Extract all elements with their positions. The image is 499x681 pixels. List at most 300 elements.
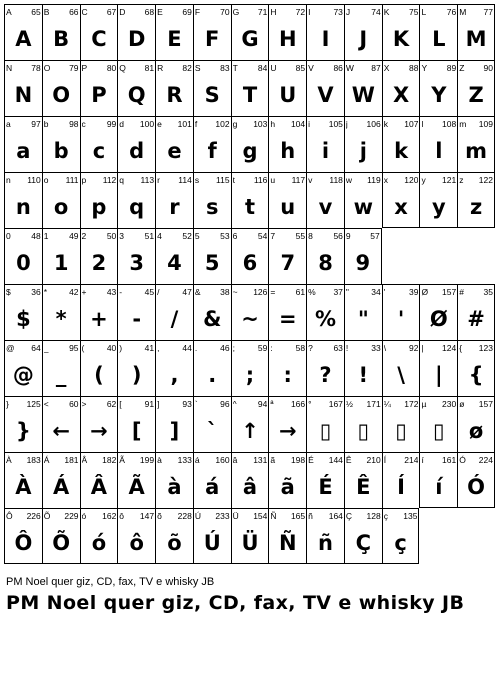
glyph-label: | bbox=[421, 343, 424, 353]
glyph-code: 182 bbox=[102, 455, 117, 465]
glyph-cell bbox=[193, 340, 231, 396]
glyph-code: 104 bbox=[290, 119, 306, 129]
glyph-cell bbox=[193, 116, 231, 172]
glyph-cell bbox=[155, 116, 193, 172]
glyph-sample: E bbox=[167, 27, 182, 51]
glyph-code: 230 bbox=[442, 399, 457, 409]
glyph-code: 120 bbox=[404, 175, 419, 185]
glyph-label: T bbox=[232, 63, 238, 73]
glyph-code: 39 bbox=[408, 287, 419, 297]
glyph-label: r bbox=[157, 175, 160, 185]
glyph-cell bbox=[42, 4, 80, 60]
glyph-sample: h bbox=[280, 139, 296, 163]
glyph-cell bbox=[42, 340, 80, 396]
glyph-label: 8 bbox=[308, 231, 313, 241]
glyph-caption bbox=[270, 511, 305, 522]
glyph-grid bbox=[4, 4, 495, 568]
glyph-cell bbox=[344, 396, 382, 452]
glyph-cell bbox=[231, 60, 269, 116]
glyph-caption bbox=[384, 175, 419, 186]
glyph-caption bbox=[119, 511, 154, 522]
glyph-caption bbox=[384, 119, 419, 130]
glyph-caption bbox=[82, 7, 117, 18]
glyph-sample: L bbox=[432, 27, 446, 51]
glyph-cell bbox=[306, 116, 344, 172]
glyph-label: 4 bbox=[157, 231, 162, 241]
glyph-label: Y bbox=[421, 63, 428, 73]
glyph-caption bbox=[119, 287, 154, 298]
glyph-sample: 4 bbox=[167, 251, 182, 275]
glyph-code: 57 bbox=[370, 231, 380, 241]
glyph-code: 45 bbox=[144, 287, 155, 297]
glyph-cell bbox=[193, 452, 231, 508]
glyph-code: 125 bbox=[26, 399, 41, 409]
glyph-cell bbox=[80, 452, 118, 508]
glyph-sample: Ü bbox=[241, 531, 259, 555]
glyph-code: 112 bbox=[102, 175, 117, 185]
glyph-cell bbox=[306, 340, 344, 396]
glyph-cell bbox=[268, 116, 306, 172]
glyph-code: 126 bbox=[253, 287, 268, 297]
glyph-label: í bbox=[421, 455, 424, 465]
glyph-sample: H bbox=[278, 27, 297, 51]
glyph-sample: Ç bbox=[355, 531, 372, 555]
glyph-cell bbox=[306, 228, 344, 284]
glyph-sample: N bbox=[14, 83, 33, 107]
glyph-code: 86 bbox=[333, 63, 343, 73]
glyph-cell bbox=[193, 172, 231, 228]
glyph-code: 93 bbox=[182, 399, 192, 409]
glyph-label: A bbox=[6, 7, 12, 17]
glyph-caption bbox=[384, 343, 419, 354]
glyph-label: ( bbox=[81, 343, 85, 353]
glyph-code: 135 bbox=[403, 511, 418, 521]
glyph-code: 77 bbox=[483, 7, 493, 17]
glyph-cell bbox=[155, 228, 193, 284]
glyph-sample: Í bbox=[397, 475, 405, 499]
glyph-sample: r bbox=[169, 195, 180, 219]
glyph-code: 92 bbox=[408, 343, 419, 353]
glyph-cell bbox=[155, 396, 193, 452]
glyph-cell bbox=[117, 60, 155, 116]
glyph-cell bbox=[193, 284, 231, 340]
glyph-label: 9 bbox=[345, 231, 351, 241]
glyph-cell bbox=[117, 228, 155, 284]
glyph-sample: z bbox=[469, 195, 483, 219]
glyph-cell bbox=[268, 452, 306, 508]
glyph-cell bbox=[306, 284, 344, 340]
glyph-label: õ bbox=[157, 511, 162, 521]
glyph-label: F bbox=[194, 7, 201, 17]
glyph-code: 65 bbox=[31, 7, 41, 17]
glyph-label: O bbox=[43, 63, 51, 73]
glyph-code: 67 bbox=[106, 7, 117, 17]
glyph-code: 37 bbox=[333, 287, 343, 297]
glyph-row bbox=[4, 172, 495, 228]
glyph-caption bbox=[119, 63, 154, 74]
glyph-caption bbox=[308, 175, 343, 186]
glyph-code: 157 bbox=[478, 399, 493, 409]
glyph-caption bbox=[6, 511, 41, 522]
glyph-cell bbox=[80, 4, 118, 60]
glyph-sample: B bbox=[53, 27, 70, 51]
glyph-cell bbox=[231, 452, 269, 508]
glyph-cell bbox=[419, 452, 457, 508]
glyph-cell bbox=[117, 4, 155, 60]
glyph-label: L bbox=[421, 7, 427, 17]
glyph-caption bbox=[6, 231, 41, 242]
glyph-label: Ç bbox=[345, 511, 353, 521]
glyph-code: 79 bbox=[69, 63, 79, 73]
glyph-code: 131 bbox=[253, 455, 268, 465]
glyph-sample: Ô bbox=[14, 531, 33, 555]
glyph-sample: À bbox=[15, 475, 32, 499]
glyph-code: 97 bbox=[31, 119, 41, 129]
glyph-caption bbox=[384, 399, 419, 410]
glyph-cell bbox=[4, 228, 42, 284]
glyph-code: 110 bbox=[27, 175, 41, 185]
glyph-cell bbox=[4, 172, 42, 228]
glyph-caption bbox=[82, 119, 117, 130]
glyph-sample: c bbox=[92, 139, 106, 163]
glyph-label: ] bbox=[157, 399, 160, 409]
glyph-code: 95 bbox=[69, 343, 79, 353]
glyph-caption bbox=[44, 63, 79, 74]
glyph-code: 68 bbox=[144, 7, 155, 17]
glyph-sample: w bbox=[353, 195, 373, 219]
glyph-code: 123 bbox=[478, 343, 493, 353]
glyph-sample: í bbox=[435, 475, 443, 499]
glyph-cell bbox=[117, 284, 155, 340]
glyph-label: É bbox=[308, 455, 314, 465]
glyph-code: 53 bbox=[220, 231, 230, 241]
glyph-cell bbox=[344, 60, 382, 116]
glyph-code: 147 bbox=[139, 511, 155, 521]
glyph-cell bbox=[306, 60, 344, 116]
glyph-caption bbox=[82, 287, 117, 298]
glyph-code: 101 bbox=[177, 119, 192, 129]
glyph-label: ; bbox=[232, 343, 235, 353]
glyph-caption bbox=[6, 455, 41, 466]
glyph-label: v bbox=[308, 175, 313, 185]
glyph-cell bbox=[457, 172, 495, 228]
glyph-label: h bbox=[270, 119, 276, 129]
glyph-cell bbox=[4, 60, 42, 116]
glyph-caption bbox=[233, 7, 268, 18]
glyph-caption bbox=[270, 119, 305, 130]
glyph-sample: m bbox=[465, 139, 488, 163]
glyph-cell bbox=[231, 396, 269, 452]
glyph-label: , bbox=[157, 343, 160, 353]
glyph-sample: Ã bbox=[128, 475, 145, 499]
glyph-label: E bbox=[157, 7, 163, 17]
glyph-label: } bbox=[6, 399, 9, 409]
glyph-row bbox=[4, 340, 495, 396]
glyph-caption bbox=[157, 287, 192, 298]
glyph-cell bbox=[155, 508, 193, 564]
glyph-caption bbox=[195, 511, 230, 522]
glyph-sample: : bbox=[283, 363, 292, 387]
glyph-caption bbox=[233, 287, 268, 298]
glyph-label: H bbox=[270, 7, 277, 17]
glyph-sample: = bbox=[278, 307, 297, 331]
glyph-sample: + bbox=[90, 307, 108, 331]
glyph-label: à bbox=[157, 455, 162, 465]
glyph-caption bbox=[119, 7, 154, 18]
glyph-cell bbox=[42, 172, 80, 228]
glyph-code: 58 bbox=[295, 343, 306, 353]
glyph-cell bbox=[344, 228, 382, 284]
glyph-sample: ' bbox=[397, 307, 405, 331]
glyph-caption bbox=[119, 455, 154, 466]
glyph-sample: ↑ bbox=[241, 419, 259, 443]
glyph-code: 34 bbox=[371, 287, 381, 297]
glyph-cell bbox=[268, 396, 306, 452]
glyph-cell bbox=[306, 508, 344, 564]
glyph-cell bbox=[193, 4, 231, 60]
glyph-sample: @ bbox=[12, 363, 34, 387]
glyph-caption bbox=[233, 119, 268, 130]
glyph-label: @ bbox=[6, 343, 15, 353]
glyph-label: µ bbox=[421, 399, 427, 409]
glyph-cell bbox=[419, 4, 457, 60]
glyph-caption bbox=[44, 343, 79, 354]
glyph-code: 210 bbox=[366, 455, 381, 465]
glyph-caption bbox=[346, 175, 381, 186]
glyph-caption bbox=[44, 119, 79, 130]
glyph-sample: U bbox=[279, 83, 297, 107]
glyph-sample: F bbox=[205, 27, 220, 51]
glyph-label: s bbox=[194, 175, 200, 185]
glyph-cell bbox=[4, 340, 42, 396]
glyph-sample: ! bbox=[358, 363, 369, 387]
glyph-cell bbox=[42, 116, 80, 172]
glyph-caption bbox=[421, 7, 456, 18]
glyph-sample: k bbox=[394, 139, 409, 163]
glyph-label: ç bbox=[383, 511, 388, 521]
glyph-code: 114 bbox=[178, 175, 192, 185]
glyph-label: C bbox=[81, 7, 88, 17]
glyph-label: _ bbox=[43, 343, 49, 353]
glyph-label: D bbox=[119, 7, 126, 17]
glyph-code: 183 bbox=[26, 455, 41, 465]
glyph-code: 113 bbox=[140, 175, 155, 185]
glyph-caption bbox=[270, 175, 305, 186]
glyph-cell bbox=[457, 284, 495, 340]
glyph-sample: & bbox=[203, 307, 222, 331]
glyph-caption bbox=[119, 119, 154, 130]
glyph-sample: R bbox=[166, 83, 183, 107]
glyph-code: 56 bbox=[333, 231, 343, 241]
glyph-code: 128 bbox=[366, 511, 381, 521]
glyph-sample: 5 bbox=[204, 251, 220, 275]
glyph-cell bbox=[344, 172, 382, 228]
glyph-label: y bbox=[421, 175, 426, 185]
glyph-row bbox=[4, 284, 495, 340]
glyph-label: À bbox=[6, 455, 12, 465]
glyph-caption bbox=[459, 119, 493, 130]
glyph-sample: d bbox=[129, 139, 145, 163]
glyph-caption bbox=[421, 343, 456, 354]
glyph-code: 172 bbox=[404, 399, 419, 409]
glyph-code: 226 bbox=[26, 511, 41, 521]
glyph-code: 118 bbox=[329, 175, 343, 185]
glyph-cell bbox=[4, 508, 42, 564]
glyph-code: 49 bbox=[69, 231, 79, 241]
glyph-cell bbox=[344, 508, 382, 564]
glyph-label: $ bbox=[6, 287, 11, 297]
glyph-row bbox=[4, 116, 495, 172]
glyph-code: 54 bbox=[257, 231, 268, 241]
glyph-label: N bbox=[6, 63, 13, 73]
glyph-caption bbox=[346, 455, 381, 466]
glyph-caption bbox=[195, 287, 230, 298]
glyph-label: ~ bbox=[232, 287, 238, 297]
glyph-caption bbox=[421, 455, 456, 466]
glyph-sample: D bbox=[127, 27, 146, 51]
glyph-label: / bbox=[157, 287, 160, 297]
glyph-row bbox=[4, 60, 495, 116]
glyph-row bbox=[4, 228, 495, 284]
glyph-caption bbox=[82, 343, 117, 354]
glyph-cell bbox=[231, 508, 269, 564]
glyph-cell bbox=[382, 116, 420, 172]
glyph-row bbox=[4, 508, 495, 564]
glyph-caption bbox=[82, 63, 117, 74]
glyph-caption bbox=[157, 63, 192, 74]
glyph-cell bbox=[4, 452, 42, 508]
glyph-label: = bbox=[270, 287, 276, 297]
glyph-caption bbox=[421, 63, 456, 74]
glyph-sample: 2 bbox=[91, 251, 107, 275]
glyph-label: ) bbox=[119, 343, 123, 353]
glyph-label: J bbox=[345, 7, 351, 17]
glyph-code: 62 bbox=[106, 399, 117, 409]
glyph-caption bbox=[82, 231, 117, 242]
glyph-code: 47 bbox=[182, 287, 192, 297]
glyph-label: [ bbox=[119, 399, 122, 409]
glyph-code: 33 bbox=[371, 343, 381, 353]
glyph-label: u bbox=[270, 175, 276, 185]
glyph-code: 94 bbox=[257, 399, 268, 409]
glyph-caption bbox=[44, 175, 79, 186]
glyph-code: 224 bbox=[478, 455, 493, 465]
glyph-cell bbox=[231, 172, 269, 228]
glyph-code: 100 bbox=[139, 119, 155, 129]
glyph-cell bbox=[4, 4, 42, 60]
glyph-cell bbox=[306, 4, 344, 60]
glyph-caption bbox=[119, 231, 154, 242]
glyph-label: ó bbox=[81, 511, 87, 521]
glyph-cell bbox=[344, 452, 382, 508]
glyph-sample: l bbox=[435, 139, 443, 163]
glyph-sample: 7 bbox=[280, 251, 296, 275]
glyph-sample: 0 bbox=[16, 251, 31, 275]
glyph-label: K bbox=[383, 7, 390, 17]
glyph-sample: ô bbox=[129, 531, 144, 555]
glyph-caption bbox=[195, 175, 230, 186]
glyph-label: ? bbox=[308, 343, 313, 353]
glyph-label: W bbox=[345, 63, 354, 73]
glyph-cell bbox=[117, 116, 155, 172]
glyph-code: 85 bbox=[295, 63, 306, 73]
glyph-code: 108 bbox=[442, 119, 457, 129]
glyph-cell bbox=[457, 340, 495, 396]
glyph-code: 90 bbox=[483, 63, 493, 73]
glyph-sample: f bbox=[207, 139, 217, 163]
glyph-cell bbox=[80, 508, 118, 564]
glyph-sample: n bbox=[15, 195, 31, 219]
glyph-code: 63 bbox=[333, 343, 343, 353]
glyph-cell bbox=[231, 340, 269, 396]
glyph-caption bbox=[6, 287, 41, 298]
glyph-caption bbox=[82, 399, 117, 410]
glyph-sample: \ bbox=[397, 363, 405, 387]
glyph-sample: á bbox=[205, 475, 220, 499]
glyph-caption bbox=[346, 287, 381, 298]
glyph-sample: O bbox=[52, 83, 71, 107]
glyph-sample: à bbox=[167, 475, 182, 499]
glyph-cell bbox=[419, 284, 457, 340]
glyph-sample: s bbox=[205, 195, 219, 219]
glyph-sample: . bbox=[208, 363, 217, 387]
glyph-sample: T bbox=[242, 83, 258, 107]
glyph-cell bbox=[344, 284, 382, 340]
glyph-sample: V bbox=[317, 83, 334, 107]
glyph-label: Ü bbox=[232, 511, 239, 521]
glyph-caption bbox=[233, 399, 268, 410]
glyph-caption bbox=[346, 343, 381, 354]
glyph-code: 88 bbox=[408, 63, 419, 73]
glyph-label: m bbox=[459, 119, 467, 129]
glyph-label: ` bbox=[194, 399, 198, 409]
glyph-cell bbox=[155, 340, 193, 396]
glyph-cell bbox=[382, 4, 420, 60]
glyph-code: 60 bbox=[69, 399, 79, 409]
glyph-label: i bbox=[308, 119, 311, 129]
glyph-caption bbox=[44, 7, 79, 18]
glyph-cell bbox=[42, 508, 80, 564]
glyph-sample: ▯ bbox=[357, 419, 370, 443]
glyph-sample: ` bbox=[206, 419, 218, 443]
glyph-label: # bbox=[459, 287, 464, 297]
glyph-sample: I bbox=[321, 27, 330, 51]
glyph-cell bbox=[117, 172, 155, 228]
glyph-caption bbox=[119, 399, 154, 410]
glyph-caption bbox=[82, 455, 117, 466]
glyph-label: z bbox=[459, 175, 464, 185]
glyph-cell bbox=[80, 396, 118, 452]
glyph-cell bbox=[306, 172, 344, 228]
glyph-label: U bbox=[270, 63, 277, 73]
glyph-cell bbox=[193, 508, 231, 564]
glyph-label: % bbox=[308, 287, 316, 297]
glyph-caption bbox=[195, 7, 230, 18]
glyph-code: 162 bbox=[102, 511, 117, 521]
glyph-label: Ñ bbox=[270, 511, 277, 521]
glyph-sample: ▯ bbox=[319, 419, 332, 443]
glyph-label: ñ bbox=[308, 511, 313, 521]
glyph-label: l bbox=[421, 119, 424, 129]
glyph-sample: G bbox=[241, 27, 259, 51]
glyph-code: 165 bbox=[290, 511, 306, 521]
glyph-cell bbox=[382, 452, 420, 508]
glyph-code: 35 bbox=[483, 287, 493, 297]
glyph-caption bbox=[157, 175, 192, 186]
glyph-label: ø bbox=[459, 399, 465, 409]
glyph-caption bbox=[82, 511, 117, 522]
glyph-cell bbox=[117, 452, 155, 508]
